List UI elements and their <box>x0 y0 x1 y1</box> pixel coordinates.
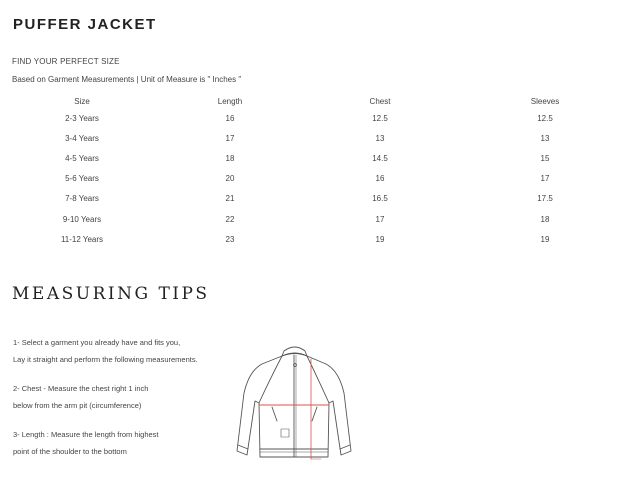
cell-size: 11-12 Years <box>60 234 104 244</box>
jacket-diagram-icon <box>229 341 369 473</box>
table-row <box>0 189 626 209</box>
measuring-tips-heading: MEASURING TIPS <box>12 284 210 304</box>
table-row <box>0 209 626 229</box>
cell-length: 21 <box>225 194 235 204</box>
cell-size: 4-5 Years <box>65 153 99 163</box>
cell-chest: 19 <box>375 234 385 244</box>
size-chart-table <box>0 94 626 249</box>
cell-size: 9-10 Years <box>62 214 102 224</box>
tip-1-line-1: 1- Select a garment you already have and fits you, <box>13 338 181 347</box>
cell-size: 3-4 Years <box>65 133 99 143</box>
table-header-row <box>0 94 626 108</box>
cell-length: 22 <box>225 214 235 224</box>
cell-sleeves: 17 <box>540 174 550 184</box>
cell-sleeves: 19 <box>540 234 550 244</box>
cell-chest: 13 <box>375 133 385 143</box>
tip-3-line-2: point of the shoulder to the bottom <box>13 447 127 456</box>
tip-2-line-1: 2- Chest - Measure the chest right 1 inch <box>13 384 149 393</box>
cell-length: 16 <box>225 113 235 123</box>
cell-size: 2-3 Years <box>65 113 99 123</box>
cell-length: 20 <box>225 174 235 184</box>
cell-sleeves: 13 <box>540 133 550 143</box>
header-size: Size <box>74 96 90 106</box>
measurement-note: Based on Garment Measurements | Unit of Measure is " Inches " <box>12 75 242 84</box>
table-row <box>0 128 626 148</box>
tip-2 <box>13 380 148 414</box>
table-row <box>0 169 626 189</box>
cell-size: 5-6 Years <box>65 174 99 184</box>
tip-1-line-2: Lay it straight and perform the following measurements. <box>13 355 198 364</box>
cell-length: 18 <box>225 153 235 163</box>
cell-sleeves: 18 <box>540 214 550 224</box>
cell-sleeves: 12.5 <box>537 113 553 123</box>
cell-length: 17 <box>225 133 235 143</box>
header-length: Length <box>217 96 243 106</box>
header-sleeves: Sleeves <box>530 96 560 106</box>
tip-2-line-2: below from the arm pit (circumference) <box>13 401 142 410</box>
table-row <box>0 108 626 128</box>
cell-sleeves: 17.5 <box>537 194 553 204</box>
cell-chest: 12.5 <box>372 113 388 123</box>
cell-chest: 16.5 <box>372 194 388 204</box>
page-title: PUFFER JACKET <box>13 16 157 33</box>
cell-chest: 16 <box>375 174 385 184</box>
cell-size: 7-8 Years <box>65 194 99 204</box>
tip-1 <box>13 334 198 368</box>
tip-3 <box>13 426 159 460</box>
cell-sleeves: 15 <box>540 153 550 163</box>
size-guide-subtitle: FIND YOUR PERFECT SIZE <box>12 57 120 66</box>
table-row <box>0 148 626 168</box>
tip-3-line-1: 3- Length : Measure the length from highest <box>13 430 159 439</box>
cell-chest: 17 <box>375 214 385 224</box>
cell-chest: 14.5 <box>372 153 388 163</box>
cell-length: 23 <box>225 234 235 244</box>
table-row <box>0 229 626 249</box>
header-chest: Chest <box>369 96 391 106</box>
